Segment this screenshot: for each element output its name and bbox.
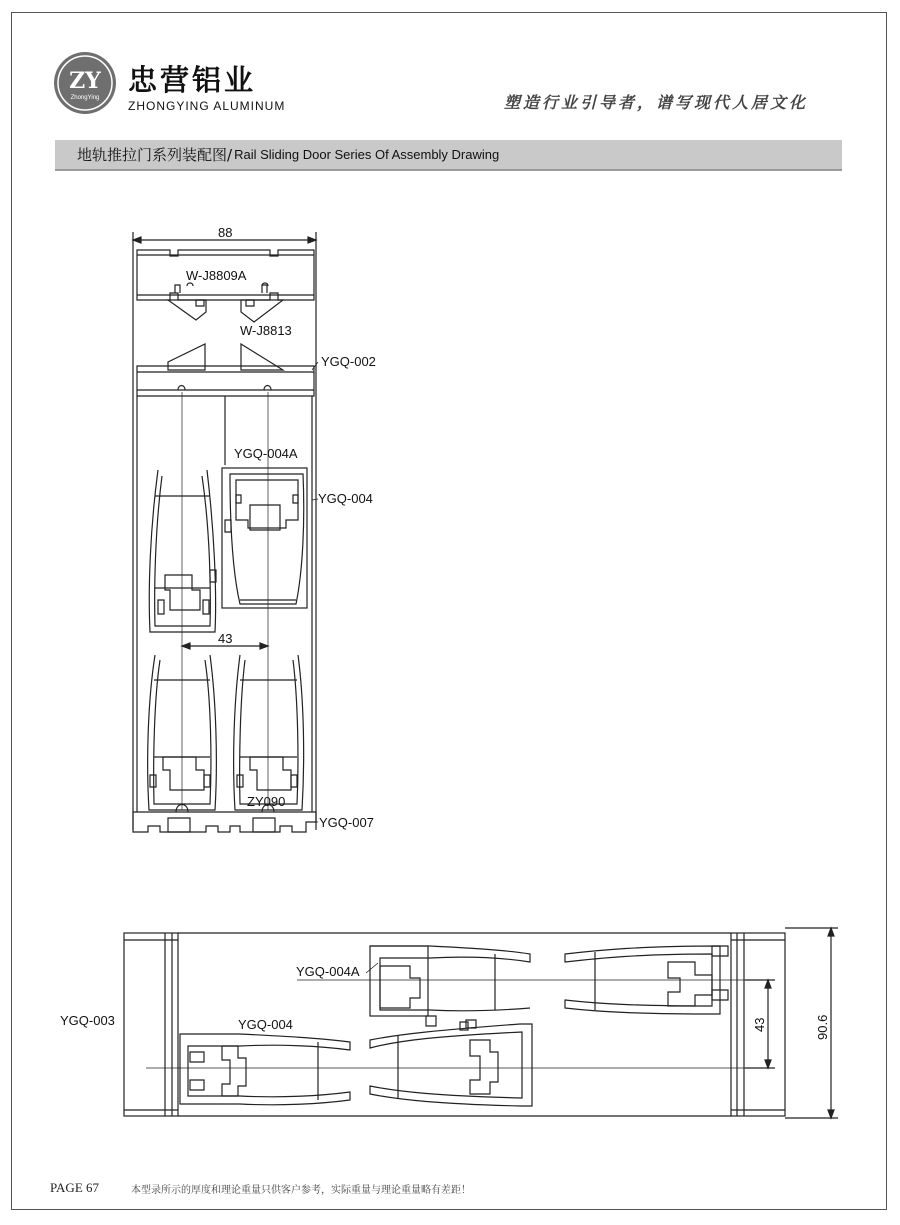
lower-right-sash (234, 655, 304, 810)
title-cn: 地轨推拉门系列装配图 (77, 146, 228, 164)
top-section-drawing (133, 232, 316, 832)
lower-sash-ygq-004 (180, 1034, 350, 1105)
leader-lines (312, 362, 378, 973)
label-ygq-007: YGQ-007 (319, 815, 374, 830)
logo-letters: ZY (69, 68, 101, 94)
lower-right-sash-horizontal (370, 1020, 532, 1106)
dim-43-top-label: 43 (218, 631, 233, 646)
profile-ygq-003 (124, 933, 178, 1116)
brand-name-en: ZHONGYING ALUMINUM (128, 99, 286, 113)
label-ygq-002: YGQ-002 (321, 354, 376, 369)
label-w-j8809a: W-J8809A (186, 268, 247, 283)
logo-subtext: ZhongYing (70, 95, 100, 101)
upper-left-sash (149, 470, 216, 632)
dim-90-6-label: 90.6 (815, 1014, 830, 1040)
dim-88-label: 88 (218, 225, 233, 240)
label-ygq-004a-top: YGQ-004A (234, 446, 298, 461)
bottom-section-drawing (124, 928, 838, 1118)
label-ygq-004-top: YGQ-004 (318, 491, 373, 506)
brand-name-cn: 忠营铝业 (128, 63, 257, 97)
title-separator: / (227, 145, 233, 164)
upper-right-sash (222, 468, 307, 608)
title-en: Rail Sliding Door Series Of Assembly Drawing (234, 147, 500, 162)
dimension-90-6 (785, 928, 838, 1118)
label-ygq-003: YGQ-003 (60, 1013, 115, 1028)
page-number: PAGE 67 (50, 1180, 100, 1195)
dim-43-bottom-label: 43 (752, 1017, 767, 1032)
footer-note: 本型录所示的厚度和理论重量只供客户参考，实际重量与理论重量略有差距！ (131, 1185, 471, 1196)
label-ygq-004-bottom: YGQ-004 (238, 1017, 293, 1032)
label-ygq-004a-bottom: YGQ-004A (296, 964, 360, 979)
slogan: 塑造行业引导者，谱写现代人居文化 (503, 93, 808, 112)
label-w-j8813: W-J8813 (240, 323, 292, 338)
label-zy090: ZY090 (247, 794, 286, 809)
profile-ygq-007 (133, 812, 316, 832)
upper-sash-ygq-004a (370, 946, 530, 1030)
